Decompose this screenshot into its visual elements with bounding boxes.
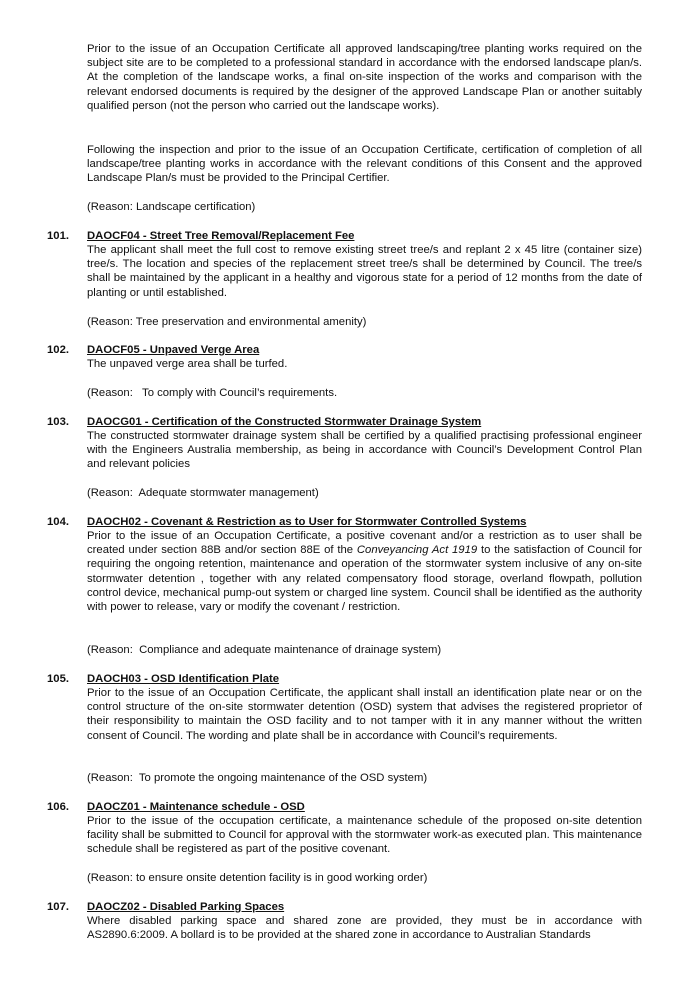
- condition-reason: (Reason: Tree preservation and environmental amenity): [87, 316, 367, 328]
- condition-reason: (Reason: Compliance and adequate maintenance of drainage system): [87, 644, 442, 656]
- condition-reason: (Reason: to ensure onsite detention facility is in good working order): [87, 872, 428, 884]
- condition-number: 106.: [47, 801, 69, 813]
- condition-title: DAOCH02 - Covenant & Restriction as to User for Stormwater Controlled Systems: [87, 516, 527, 528]
- condition-title: DAOCF05 - Unpaved Verge Area: [87, 344, 260, 356]
- condition-title: DAOCZ02 - Disabled Parking Spaces: [87, 901, 285, 913]
- intro-paragraph-2: Following the inspection and prior to the issue of an Occupation Certificate, certification of completion of all landscape/tree planting works in accordance with the relevant conditions of this Consent and the approved Landscape Plan/s must be provided to the Principal Certifier.: [87, 144, 642, 185]
- condition-number: 107.: [47, 901, 69, 913]
- condition-body: Prior to the issue of the occupation certificate, a maintenance schedule of the proposed on-site detention facility shall be submitted to Council for approval with the stormwater work-as executed plan. This maintenance schedule shall be registered as part of the positive covenant.: [87, 815, 642, 856]
- condition-reason: (Reason: To promote the ongoing maintenance of the OSD system): [87, 772, 428, 784]
- condition-body: The constructed stormwater drainage system shall be certified by a qualified practising professional engineer with the Engineers Australia membership, as being in accordance with Council’s Development Control Plan and relevant policies: [87, 430, 642, 471]
- condition-body-start: Prior to the issue of an Occupation Certificate, a positive covenant and/or a restriction as to user shall be created under section 88B and/or section 88E of the: [87, 530, 642, 557]
- condition-title: DAOCG01 - Certification of the Constructed Stormwater Drainage System: [87, 416, 482, 428]
- condition-body: The applicant shall meet the full cost to remove existing street tree/s and replant 2 x 45 litre (container size) tree/s. The location and species of the replacement street tree/s shall be determined by Council. The tree/s shall be maintained by the applicant in a healthy and vigorous state for a period of 12 months from the date of planting or until established.: [87, 244, 642, 299]
- condition-reason: (Reason: Adequate stormwater management): [87, 487, 319, 499]
- condition-body: [87, 529, 642, 614]
- act-name: Conveyancing Act 1919: [356, 544, 478, 557]
- intro-paragraph-1: Prior to the issue of an Occupation Certificate all approved landscaping/tree planting works required on the subject site are to be completed to a professional standard in accordance with the endorsed landscape plan/s. At the completion of the landscape works, a final on-site inspection of the works and comparison with the relevant endorsed documents is required by the designer of the approved Landscape Plan or another suitably qualified person (not the person who carried out the landscape works).: [87, 43, 642, 112]
- condition-body-end: to the satisfaction of Council for requiring the ongoing retention, maintenance and operation of the stormwater system inclusive of any on-site stormwater detention , together with any related compensatory flood storage, overland flowpath, pollution control device, mechanical pump-out system or charged line system. Council shall be identified as the authority with power to release, vary or modify the covenant / restriction.: [87, 544, 642, 614]
- condition-number: 101.: [47, 230, 69, 242]
- condition-title: DAOCF04 - Street Tree Removal/Replacement Fee: [87, 230, 355, 242]
- condition-body: Where disabled parking space and shared zone are provided, they must be in accordance with AS2890.6:2009. A bollard is to be provided at the shared zone in accordance to Australian Standards: [87, 915, 642, 942]
- condition-title: DAOCZ01 - Maintenance schedule - OSD: [87, 801, 305, 813]
- condition-number: 104.: [47, 516, 69, 528]
- condition-number: 102.: [47, 344, 69, 356]
- condition-reason: (Reason: To comply with Council’s requirements.: [87, 387, 338, 399]
- condition-title: DAOCH03 - OSD Identification Plate: [87, 673, 280, 685]
- intro-reason: (Reason: Landscape certification): [87, 201, 256, 213]
- condition-number: 103.: [47, 416, 69, 428]
- condition-body: Prior to the issue of an Occupation Certificate, the applicant shall install an identification plate near or on the control structure of the on-site stormwater detention (OSD) system that advises the registered proprietor of their responsibility to maintain the OSD facility and to not tamper with it in any manner without the written consent of Council. The wording and plate shall be in accordance with Council’s requirements.: [87, 687, 642, 742]
- condition-number: 105.: [47, 673, 69, 685]
- condition-body: The unpaved verge area shall be turfed.: [87, 358, 288, 370]
